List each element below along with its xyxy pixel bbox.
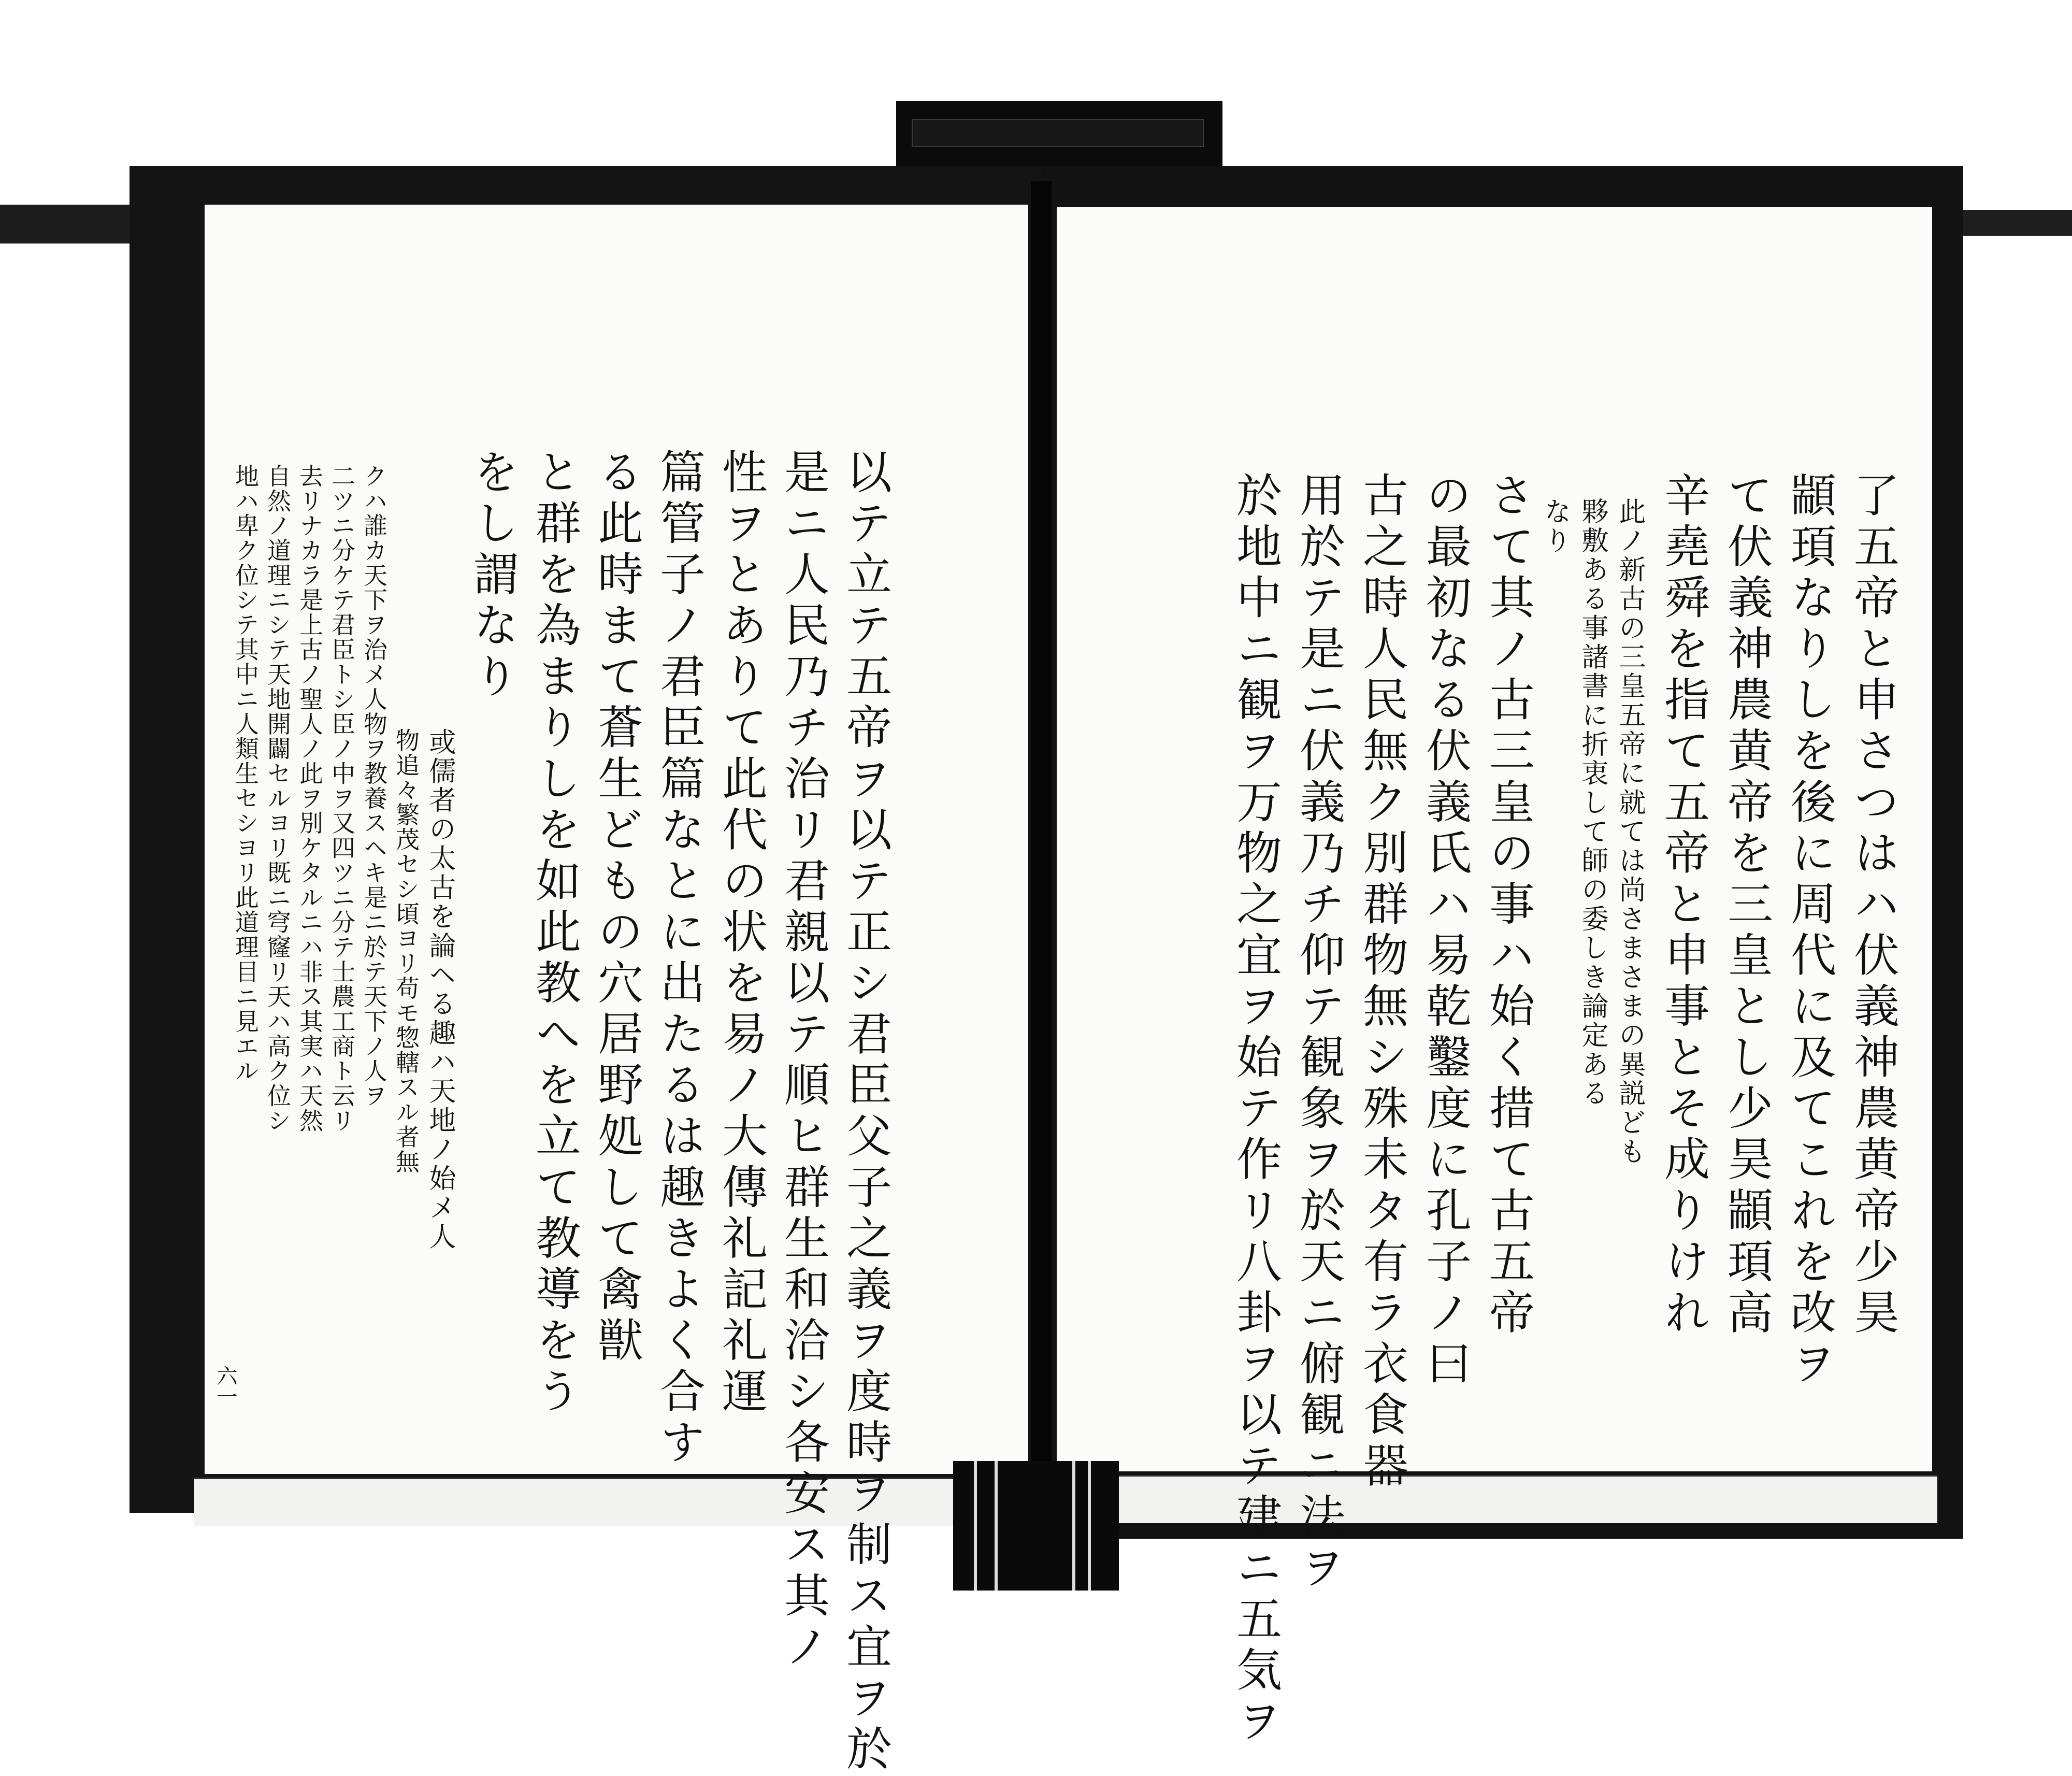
- right-board-edge: [1958, 210, 2072, 236]
- text-column: 地ハ卑ク位シテ其中ニ人類生セシヨリ此道理目ニ見エル: [232, 464, 260, 1083]
- text-column: の最初なる伏義氏ハ易乾鑿度に孔子ノ曰: [1419, 471, 1472, 1391]
- text-column: 二ツニ分ケテ君臣トシ臣ノ中ヲ又四ツニ分テ士農工商ト云リ: [328, 464, 356, 1133]
- text-column: 是ニ人民乃チ治リ君親以テ順ヒ群生和洽シ各安ス其ノ: [777, 448, 830, 1674]
- book-spine: [1031, 181, 1052, 1580]
- text-column: 物追々繁茂セシ頃ヨリ苟モ惣轄スル者無: [392, 728, 420, 1175]
- gutter-pages: [953, 1461, 1119, 1591]
- text-column: 顓頊なりしを後に周代に及てこれを改ヲ: [1783, 471, 1837, 1391]
- text-column: クハ誰カ天下ヲ治メ人物ヲ教養スヘキ是ニ於テ天下ノ人ヲ: [360, 464, 388, 1108]
- left-page: [205, 205, 1028, 1776]
- text-column: さて其ノ古三皇の事ハ始く措て古五帝: [1482, 471, 1535, 1340]
- text-column: 此ノ新古の三皇五帝に就ては尚さまさまの異説ども: [1614, 497, 1645, 1167]
- text-column: る此時まて蒼生どもの穴居野処して禽獣: [591, 448, 644, 1368]
- text-column: 古之時人民無ク別群物無シ殊未タ有ラ衣食器: [1356, 471, 1409, 1493]
- page-number: 六一: [213, 1365, 237, 1407]
- text-column: て伏義神農黄帝を三皇とし少昊顓頊高: [1720, 471, 1774, 1340]
- right-page-lower-leaf: [1057, 1475, 1937, 1523]
- text-column: 自然ノ道理ニシテ天地開闢セルヨリ既ニ穹窿リ天ハ高ク位シ: [264, 464, 292, 1133]
- right-page: [1057, 207, 1932, 1749]
- text-column: 於地中ニ観ヲ万物之宜ヲ始テ作リ八卦ヲ以テ建ニ五気ヲ: [1229, 471, 1283, 1749]
- text-column: 用於テ是ニ伏義乃チ仰テ観象ヲ於天ニ俯観ニ法ヲ: [1292, 471, 1346, 1595]
- text-column: 辛堯舜を指て五帝と申事とそ成りけれ: [1657, 471, 1710, 1340]
- text-column: と群を為まりしを如此教へを立て教導をう: [528, 448, 582, 1419]
- left-page-lower-leaf: [194, 1478, 1023, 1526]
- text-column: をし謂なり: [466, 448, 520, 704]
- text-column: 夥敷ある事諸書に折衷して師の委しき論定ある: [1577, 497, 1608, 1109]
- text-column: 去リナカラ是上古ノ聖人ノ此ヲ別ケタルニハ非ス其実ハ天然: [296, 464, 324, 1133]
- binding-label-strip: [912, 119, 1204, 147]
- text-column: なり: [1539, 497, 1571, 556]
- text-column: 或儒者の太古を論ヘる趣ハ天地ノ始メ人: [424, 728, 455, 1252]
- text-column: 了五帝と申さつはハ伏義神農黄帝少昊: [1847, 471, 1900, 1340]
- text-column: 篇管子ノ君臣篇なとに出たるは趣きよく合す: [653, 448, 706, 1470]
- text-column: 以テ立テ五帝ヲ以テ正シ君臣父子之義ヲ度時ヲ制ス宜ヲ於: [839, 448, 893, 1776]
- text-column: 性ヲとありて此代の状を易ノ大傳礼記礼運: [715, 448, 768, 1419]
